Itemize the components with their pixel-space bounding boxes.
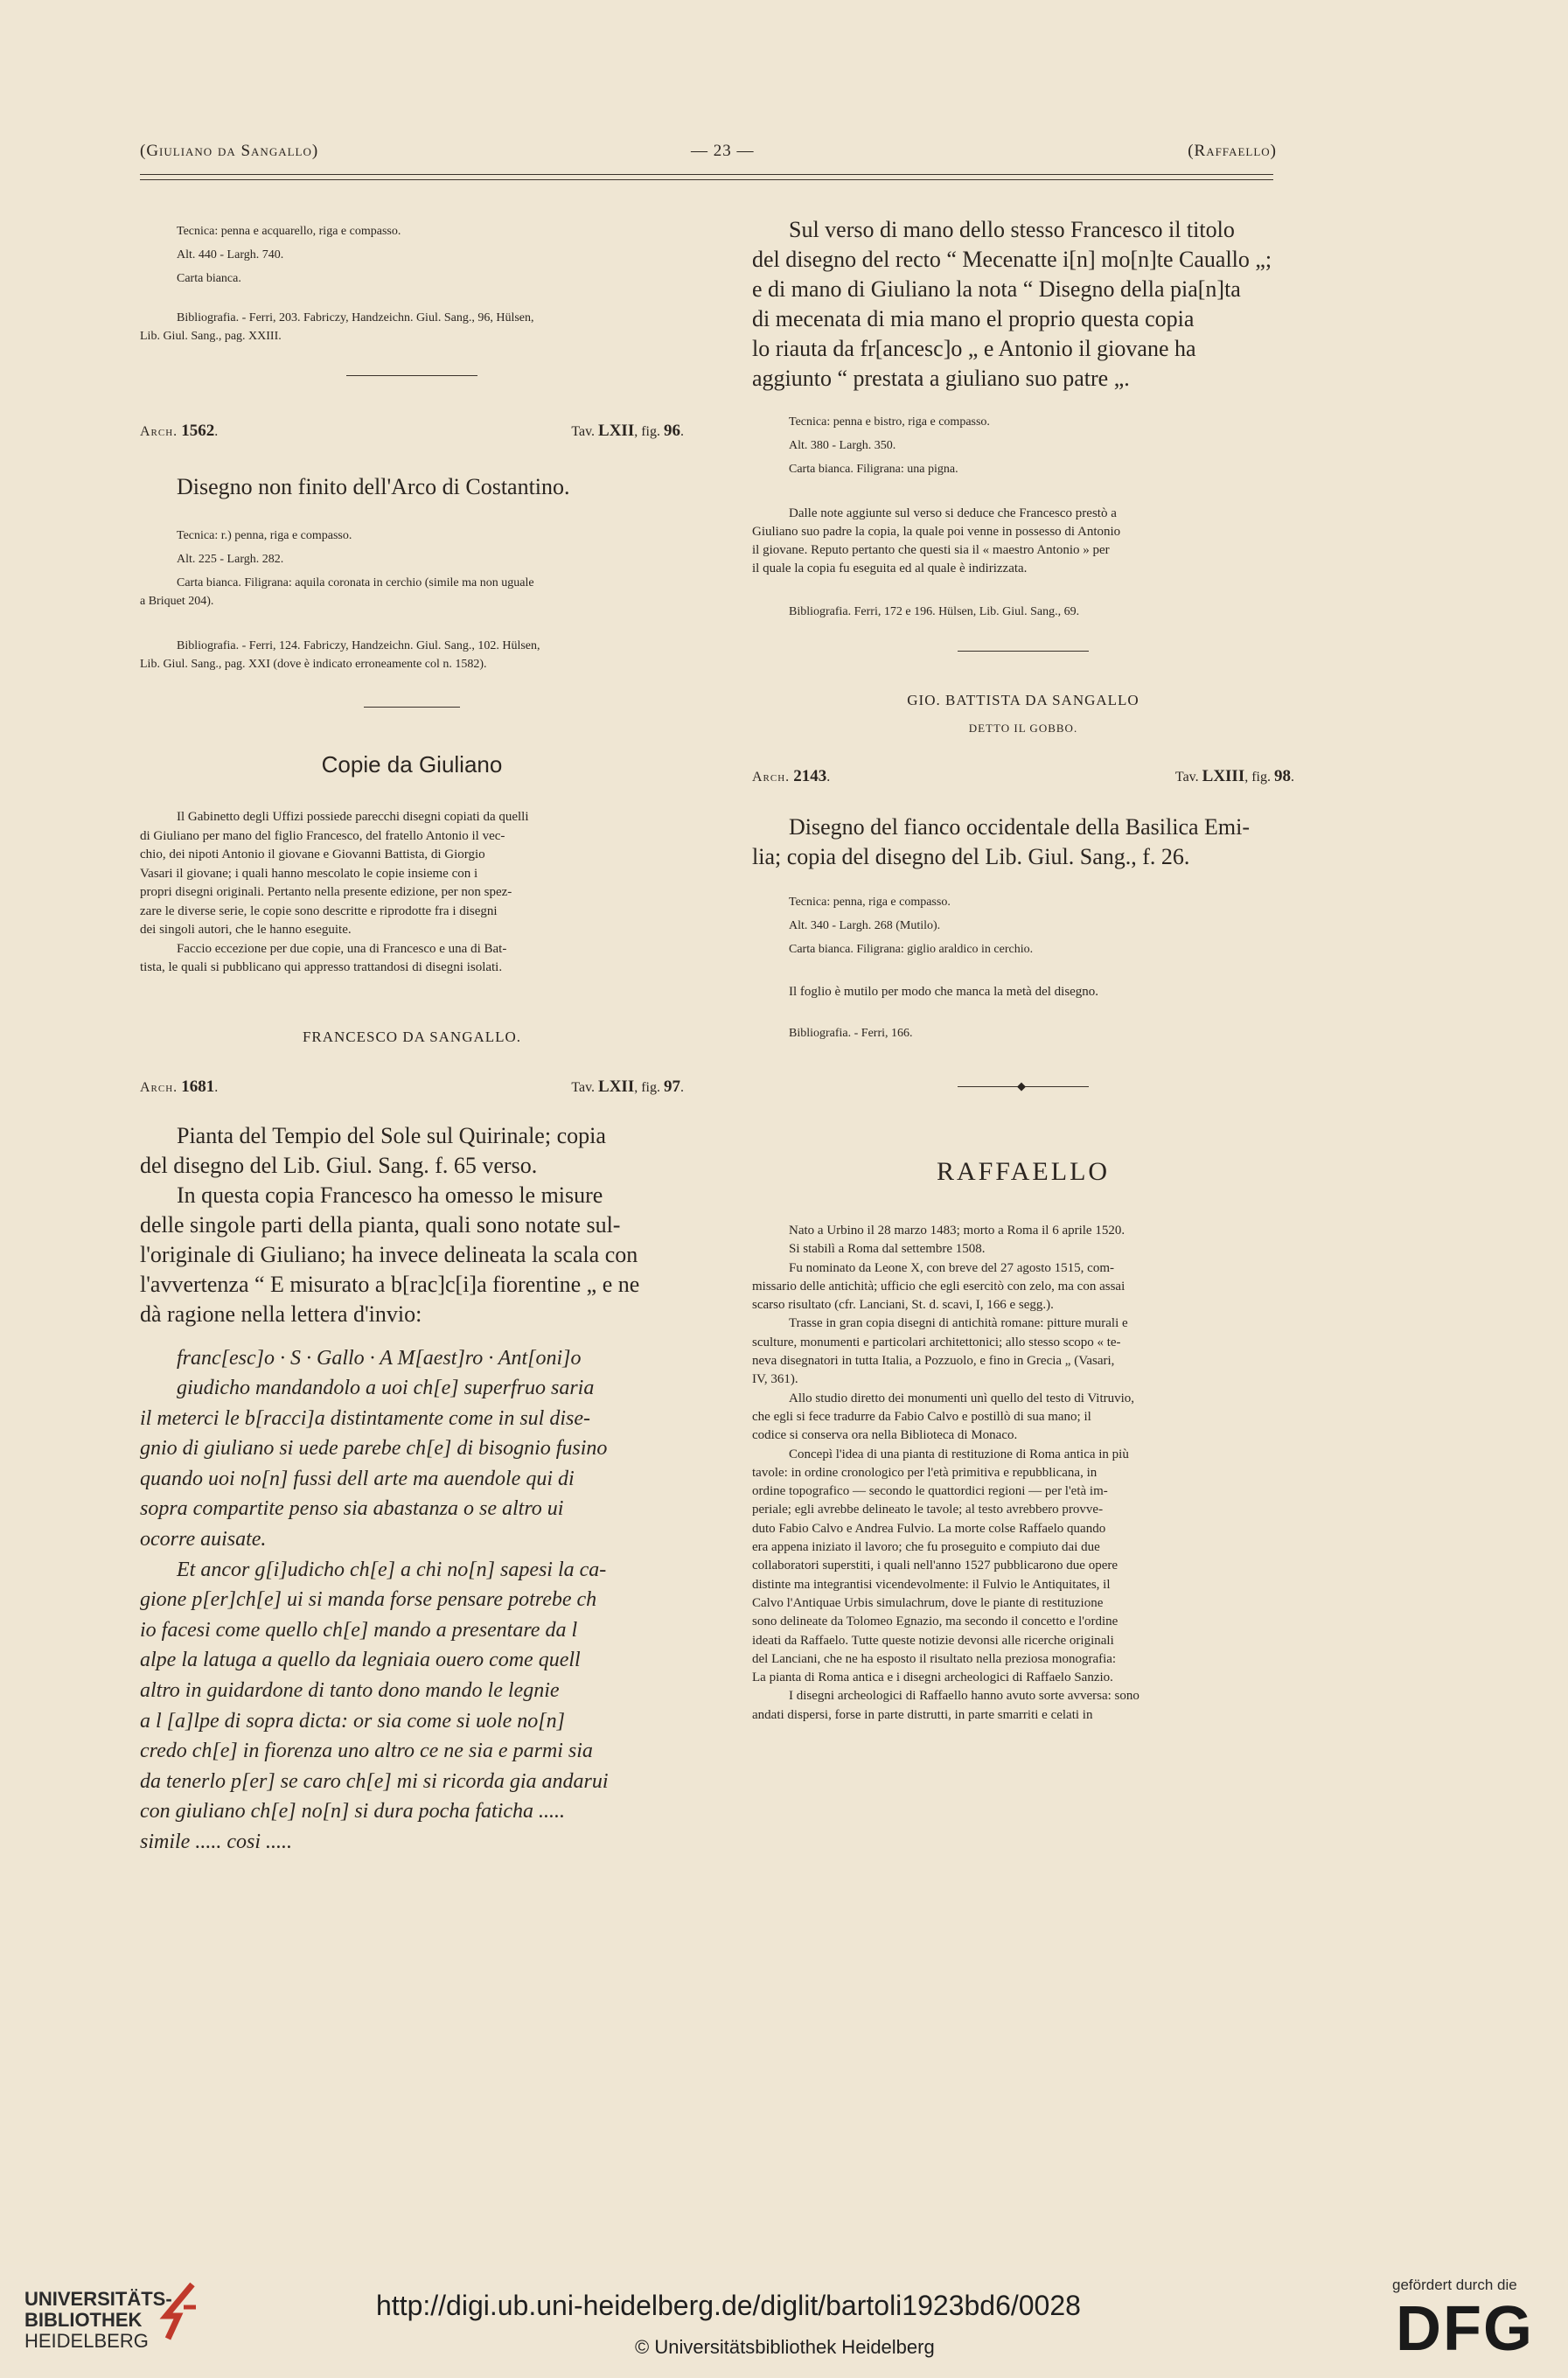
body-paragraph: Pianta del Tempio del Sole sul Quirinale; copia del disegno del Lib. Giul. Sang. f. 65 verso. In questa copia Francesco ha omesso le misure delle singole parti della pianta, quali sono notate sul- l'originale di Giuliano; ha invece delineata la scala con l'avvertenza “ E misurato a b[rac]c[i]a fiorentine „ e ne dà ragione nella lettera d'invio:	[140, 1122, 640, 1327]
library-logo-text: UNIVERSITÄTS- BIBLIOTHEK HEIDELBERG	[24, 2288, 172, 2352]
ornamental-divider	[958, 1079, 1089, 1092]
catalog-entry-2143: Arch. 2143. Tav. LXIII, fig. 98.	[752, 767, 1294, 785]
header-rule	[140, 174, 1273, 175]
technique-block: Tecnica: penna e bistro, riga e compasso. Alt. 380 - Largh. 350. Carta bianca. Filigrana: una pigna.	[789, 415, 990, 476]
body-paragraph: Sul verso di mano dello stesso Francesco il titolo del disegno del recto “ Mecenatte i[n] mo[n]te Cauallo „; e di mano di Giuliano la nota “ Disegno della pia[n]ta di mecenata di mia mano el proprio questa copia lo riauta da fr[ancesc]o „ e Antonio il giovane ha aggiunto “ prestata a giuliano suo patre „.	[752, 217, 1272, 391]
technique-block: Tecnica: r.) penna, riga e compasso. Alt. 225 - Largh. 282. Carta bianca. Filigrana: aquila coronata in cerchio (simile ma non uguale a Briquet 204).	[140, 529, 534, 608]
header-left: (Giuliano da Sangallo)	[140, 142, 319, 160]
author-heading: GIO. BATTISTA DA SANGALLO	[907, 692, 1139, 708]
note-paragraph: Il foglio è mutilo per modo che manca la metà del disegno.	[789, 985, 1099, 999]
diamond-icon: ◆	[1017, 1079, 1026, 1092]
drawing-title: Disegno non finito dell'Arco di Costantino.	[177, 474, 570, 499]
dfg-logo: DFG	[1396, 2294, 1534, 2364]
bibliography-block: Bibliografia. - Ferri, 203. Fabriczy, Handzeichn. Giul. Sang., 96, Hülsen, Lib. Giul. Sang., pag. XXIII.	[140, 311, 534, 343]
technique-block: Tecnica: penna, riga e compasso. Alt. 340 - Largh. 268 (Mutilo). Carta bianca. Filigrana: giglio araldico in cerchio.	[789, 896, 1034, 956]
left-column	[140, 201, 684, 1858]
bibliography-block: Bibliografia. - Ferri, 166.	[789, 1027, 913, 1040]
letter-transcription: franc[esc]o · S · Gallo · A M[aest]ro · Ant[oni]o giudicho mandandolo a uoi ch[e] superfruo saria il meterci le b[racci]a distintamente come in sul dise- gnio di giuliano si uede parebe ch[e] di bisognio fusino quando uoi no[n] fussi dell arte ma auendole qui di sopra compartite penso sia abastanza o se altro ui ocorre auisate. Et ancor g[i]udicho ch[e] a chi no[n] sapesi la ca- gione p[er]ch[e] ui si manda forse pensare potrebe ch io facesi come quello ch[e] mando a presentare da l alpe la latuga a quello da legniaia ouero come quell altro in guidardone di tanto dono mando le legnie a l [a]lpe di sopra dicta: or sia come si uole no[n] credo ch[e] in fiorenza uno altro ce ne sia e parmi sia da tenerlo p[er] se caro ch[e] mi si ricorda gia andarui con giuliano ch[e] no[n] si dura pocha faticha ..... simile ..... cosi .....	[140, 1346, 609, 1853]
section-heading: RAFFAELLO	[936, 1157, 1111, 1186]
copyright-notice: © Universitätsbibliothek Heidelberg	[635, 2336, 935, 2358]
note-paragraph: Dalle note aggiunte sul verso si deduce che Francesco prestò a Giuliano suo padre la copia, la quale poi venne in possesso di Antonio il giovane. Reputo pertanto che questi sia il « maestro Antonio » per il quale la copia fu eseguita ed al quale è indirizzata.	[752, 506, 1121, 575]
author-subheading: DETTO IL GOBBO.	[968, 722, 1078, 735]
funder-text: gefördert durch die	[1392, 2277, 1517, 2293]
right-column	[752, 201, 1294, 1725]
biography-paragraph: Nato a Urbino il 28 marzo 1483; morto a Roma il 6 aprile 1520. Si stabilì a Roma dal settembre 1508. Fu nominato da Leone X, con breve del 27 agosto 1515, com- missario delle antichità; ufficio che egli esercitò con zelo, ma con assai scarso risultato (cfr. Lanciani, St. d. scavi, I, 166 e segg.). Trasse in gran copia disegni di antichità romane: pitture murali e sculture, monumenti e particolari architettonici; allo stesso scopo « te- neva disegnatori in tutta Italia, a Pozzuolo, e fino in Grecia „ (Vasari, IV, 361). Allo studio diretto dei monumenti unì quello del testo di Vitruvio, che egli si fece tradurre da Fabio Calvo e postillò di sua mano; il codice si conserva ora nella Biblioteca di Monaco. Concepì l'idea di una pianta di restituzione di Roma antica in più tavole: in ordine cronologico per l'età primitiva e repubblicana, in ordine topografico — secondo le quattordici regioni — per l'età im- periale; egli avrebbe delineato le tavole; al testo avrebbero provve- duto Fabio Calvo e Andrea Fulvio. La morte colse Raffaelo quando era appena iniziato il lavoro; che fu proseguito e compiuto dai due collaboratori superstiti, i quali nell'anno 1527 pubblicarono due opere distinte ma integrantisi vicendevolmente: il Fulvio le Antiquitates, il Calvo l'Antiquae Urbis simulachrum, dove le piante di restituzione sono delineate da Tolomeo Egnazio, ma secondo il concetto e l'ordine ideati da Raffaelo. Tutte queste notizie devonsi alle ricerche originali del Lanciani, che ne ha esposto il risultato nella preziosa monografia: La pianta di Roma antica e i disegni archeologici di Raffaelo Sanzio. I disegni archeologici di Raffaello hanno avuto sorte avversa: sono andati dispersi, forse in parte distrutti, in parte smarriti e celati in	[752, 1224, 1139, 1722]
document-url-link[interactable]: http://digi.ub.uni-heidelberg.de/diglit/bartoli1923bd6/0028	[376, 2290, 1081, 2321]
technique-block: Tecnica: penna e acquarello, riga e compasso. Alt. 440 - Largh. 740. Carta bianca.	[177, 225, 401, 285]
bibliography-block: Bibliografia. Ferri, 172 e 196. Hülsen, Lib. Giul. Sang., 69.	[789, 605, 1080, 618]
intro-paragraph: Il Gabinetto degli Uffizi possiede parecchi disegni copiati da quelli di Giuliano per mano del figlio Francesco, del fratello Antonio il vec- chio, dei nipoti Antonio il giovane e Giovanni Battista, di Giorgio Vasari il giovane; i quali hanno mescolato le copie insieme con i propri disegni originali. Pertanto nella presente edizione, per non spez- zare le diverse serie, le copie sono descritte e riprodotte fra i disegni dei singoli autori, che le hanno eseguite. Faccio eccezione per due copie, una di Francesco e una di Bat- tista, le quali si pubblicano qui appresso trattandosi di disegni isolati.	[140, 810, 529, 974]
header-rule-double	[140, 179, 1273, 180]
library-logo-icon	[157, 2281, 201, 2342]
catalog-entry-1681: Arch. 1681. Tav. LXII, fig. 97.	[140, 1077, 684, 1096]
header-right: (Raffaello)	[1188, 142, 1277, 160]
author-heading: FRANCESCO DA SANGALLO.	[302, 1028, 522, 1045]
drawing-title: Disegno del fianco occidentale della Basilica Emi- lia; copia del disegno del Lib. Giul. Sang., f. 26.	[752, 814, 1251, 869]
catalog-entry-1562: Arch. 1562. Tav. LXII, fig. 96.	[140, 422, 684, 440]
bibliography-block: Bibliografia. - Ferri, 124. Fabriczy, Handzeichn. Giul. Sang., 102. Hülsen, Lib. Giul. Sang., pag. XXI (dove è indicato erroneamente col n. 1582).	[140, 639, 540, 671]
section-heading: Copie da Giuliano	[321, 751, 503, 778]
running-header	[140, 142, 1277, 168]
page-number: — 23 —	[691, 142, 755, 160]
